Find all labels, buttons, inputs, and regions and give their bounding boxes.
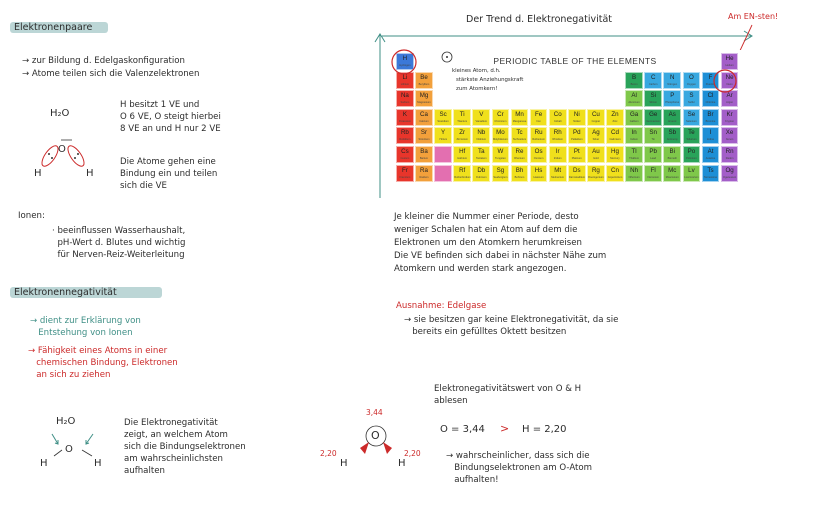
element-name: Sodium [400, 101, 410, 105]
element-name: Vanadium [475, 119, 488, 123]
element-symbol: Os [534, 148, 543, 155]
element-name: Tennessine [703, 175, 718, 179]
element-name: Nickel [573, 119, 581, 123]
element-symbol: H [402, 55, 408, 62]
element-symbol: S [689, 92, 694, 100]
element-sn [644, 127, 662, 144]
element-symbol: Rg [591, 166, 600, 174]
element-rn [721, 146, 739, 163]
element-og [721, 165, 739, 182]
element-symbol: Rb [400, 129, 409, 137]
element-name: Bromine [705, 119, 716, 123]
mol-hydrogen-left: H [340, 458, 348, 469]
element-symbol: Cu [591, 110, 600, 118]
element-name: Lithium [400, 82, 410, 86]
element-symbol: Tl [631, 148, 637, 155]
element-symbol: N [670, 73, 675, 81]
element-fr [396, 165, 414, 182]
element-name: Tungsten [495, 157, 506, 160]
element-name: Yttrium [438, 138, 448, 142]
element-pb [644, 146, 662, 163]
heading-elektronennegativitaet: Elektronennegativität [14, 287, 117, 298]
explain3-line1: Die Elektronegativität [124, 418, 218, 428]
element-symbol: Sc [439, 110, 447, 118]
element-name: Calcium [419, 119, 429, 123]
element-symbol: Mc [668, 166, 677, 174]
element-symbol: Ds [573, 166, 581, 174]
element-name: Roentgenium [588, 175, 604, 179]
element-name: Lead [650, 157, 657, 160]
heading-elektronenpaare: Elektronenpaare [14, 22, 93, 33]
element-y [434, 127, 452, 144]
element-name: Platinum [571, 157, 582, 160]
element-symbol: Cs [401, 148, 409, 155]
ionen-point3: für Nerven-Reiz-Weiterleitung [52, 250, 185, 260]
element-symbol: Sg [496, 166, 505, 174]
element-symbol: Lv [688, 166, 695, 174]
para1-line1: Je kleiner die Nummer einer Periode, desto [394, 212, 579, 222]
para1-line5: Atomkern und werden stark angezogen. [394, 264, 567, 274]
element-name: Antimony [666, 138, 678, 142]
ionen-point2: pH-Wert d. Blutes und wichtig [52, 238, 186, 248]
element-name: Scandium [437, 119, 449, 123]
element-name: Zinc [612, 119, 618, 123]
explain3-line4: am wahrscheinlichsten [124, 454, 223, 464]
element-name: Krypton [725, 119, 735, 123]
element-symbol: Hs [534, 166, 543, 174]
element-name: Indium [630, 138, 638, 142]
element-name: Tellurium [686, 138, 697, 142]
explain3-line2: zeigt, an welchem Atom [124, 430, 228, 440]
element-symbol: Db [477, 166, 486, 174]
element-symbol: At [707, 148, 714, 155]
element-symbol: Zr [459, 129, 466, 137]
element-name: Fluorine [705, 82, 716, 86]
point-valenz: → Atome teilen sich die Valenzelektronen [22, 69, 200, 79]
element-symbol: Si [650, 92, 656, 100]
h2o-oxygen: O [58, 144, 66, 155]
element-re [511, 146, 529, 163]
element-name: Strontium [418, 138, 430, 142]
element-symbol: Ag [592, 129, 600, 137]
element-ra [415, 165, 433, 182]
element-cs [396, 146, 414, 163]
element-symbol: Bi [669, 148, 676, 155]
element-cn [606, 165, 624, 182]
ablesen-line1: Elektronegativitätswert von O & H [434, 384, 582, 394]
element-symbol: Ir [555, 148, 560, 155]
explain3-line3: sich die Bindungselektronen [124, 442, 246, 452]
element-name: Germanium [646, 119, 660, 123]
element-name: Zirconium [456, 138, 468, 142]
element-placeholder-74 [434, 165, 452, 182]
element-name: Barium [419, 157, 429, 160]
element-name: Nitrogen [667, 82, 678, 86]
element-symbol: B [632, 73, 637, 81]
ausnahme-detail1: → sie besitzen gar keine Elektronegativität, da sie [404, 315, 619, 325]
element-name: Boron [630, 82, 638, 86]
element-name: Flerovium [647, 175, 659, 179]
atom-note-line1: kleines Atom, d.h. [452, 68, 501, 74]
element-name: Niobium [476, 138, 487, 142]
h2o2-hydrogen-left: H [40, 458, 48, 469]
element-symbol: Kr [726, 110, 733, 118]
h2o2-oxygen: O [65, 444, 73, 455]
element-symbol: W [497, 148, 504, 155]
mol-h-right-value: 2,20 [404, 449, 421, 458]
element-symbol: Bh [515, 166, 524, 174]
element-symbol: Te [688, 129, 695, 137]
element-symbol: Au [592, 148, 600, 155]
element-name: Molybdenum [492, 138, 508, 142]
element-nh [625, 165, 643, 182]
element-name: Mercury [610, 157, 620, 160]
element-name: Gallium [629, 119, 639, 123]
element-sr [415, 127, 433, 144]
element-name: Phosphorus [665, 101, 680, 105]
element-name: Nihonium [628, 175, 640, 179]
element-au [587, 146, 605, 163]
element-ru [530, 127, 548, 144]
conclusion-line1: → wahrscheinlicher, dass sich die [446, 451, 590, 461]
element-name: Technetium [512, 138, 527, 142]
element-name: Palladium [571, 138, 583, 142]
element-symbol: Fl [650, 166, 656, 174]
teal-point1: → dient zur Erklärung von [30, 316, 141, 326]
h2o-hydrogen-left: H [34, 168, 42, 179]
element-name: Rhenium [514, 157, 525, 160]
element-hs [530, 165, 548, 182]
element-symbol: As [668, 110, 676, 118]
element-symbol: Pb [649, 148, 657, 155]
conclusion-line2: Bindungselektronen am O-Atom [446, 463, 593, 473]
element-i [702, 127, 720, 144]
element-xe [721, 127, 739, 144]
element-name: Astatine [705, 157, 716, 160]
element-tl [625, 146, 643, 163]
element-mc [663, 165, 681, 182]
element-symbol: Li [402, 73, 408, 81]
mol-h-left-value: 2,20 [320, 449, 337, 458]
element-hf [453, 146, 471, 163]
element-name: Meitnerium [551, 175, 565, 179]
element-symbol: Re [515, 148, 524, 155]
element-symbol: Mt [554, 166, 562, 174]
element-name: Oxygen [686, 82, 696, 86]
element-db [472, 165, 490, 182]
element-symbol: Ca [420, 110, 428, 118]
element-name: Carbon [648, 82, 658, 86]
element-ds [568, 165, 586, 182]
h2o-hydrogen-right: H [86, 168, 94, 179]
explain3-line5: aufhalten [124, 466, 165, 476]
element-name: Seaborgium [493, 175, 508, 179]
mol-o-value: 3,44 [366, 408, 383, 417]
ausnahme-detail2: bereits ein gefülltes Oktett besitzen [404, 327, 567, 337]
element-symbol: P [670, 92, 675, 100]
element-symbol: Ta [478, 148, 485, 155]
element-symbol: Og [725, 166, 734, 174]
element-ta [472, 146, 490, 163]
element-symbol: Cn [611, 166, 619, 174]
element-name: Cobalt [553, 119, 562, 123]
element-zr [453, 127, 471, 144]
element-name: Titanium [457, 119, 468, 123]
element-name: Manganese [512, 119, 527, 123]
element-symbol: Nb [477, 129, 486, 137]
element-placeholder-56 [434, 146, 452, 163]
element-pd [568, 127, 586, 144]
element-symbol: O [688, 73, 694, 81]
element-fl [644, 165, 662, 182]
element-symbol: Se [687, 110, 696, 118]
explain1-line2: O 6 VE, O steigt hierbei [120, 112, 221, 122]
element-name: Helium [725, 64, 734, 67]
element-name: Francium [399, 175, 411, 179]
element-ba [415, 146, 433, 163]
element-cd [606, 127, 624, 144]
conclusion-line3: aufhalten! [446, 475, 499, 485]
element-name: Potassium [398, 119, 411, 123]
element-po [683, 146, 701, 163]
para1-line3: Elektronen um den Atomkern herumkreisen [394, 238, 582, 248]
element-mo [492, 127, 510, 144]
teal-point2: Entstehung von Ionen [30, 328, 133, 338]
element-name: Livermorium [684, 175, 699, 179]
element-name: Gold [593, 157, 599, 160]
element-name: Neon [726, 82, 733, 86]
red-point3: an sich zu ziehen [28, 370, 111, 380]
element-symbol: F [708, 73, 713, 81]
element-symbol: C [650, 73, 656, 81]
element-te [683, 127, 701, 144]
element-symbol: Cl [707, 92, 714, 100]
element-symbol: Po [687, 148, 696, 155]
ionen-heading: Ionen: [18, 211, 45, 221]
element-symbol: Cr [497, 110, 504, 118]
ausnahme-heading: Ausnahme: Edelgase [396, 301, 487, 311]
element-in [625, 127, 643, 144]
element-symbol: Sn [649, 129, 657, 137]
element-symbol: K [402, 110, 407, 118]
element-symbol: Hf [459, 148, 466, 155]
element-symbol: Tc [516, 129, 523, 137]
ionen-point1: · beeinflussen Wasserhaushalt, [52, 226, 186, 236]
element-nb [472, 127, 490, 144]
element-name: Oganesson [722, 175, 737, 179]
element-name: Rubidium [399, 138, 411, 142]
element-symbol: Rf [459, 166, 466, 174]
h2o-bond-diagram [28, 130, 98, 174]
element-symbol: He [725, 55, 734, 62]
red-point2: chemischen Bindung, Elektronen [28, 358, 178, 368]
element-circles [390, 48, 760, 118]
element-name: Xenon [725, 138, 734, 142]
element-name: Rhodium [552, 138, 563, 142]
o-en-value: O = 3,44 [440, 424, 485, 435]
element-name: Hydrogen [399, 64, 411, 67]
element-name: Bohrium [514, 175, 525, 179]
element-symbol: Y [441, 129, 446, 137]
element-ts [702, 165, 720, 182]
element-name: Argon [726, 101, 734, 105]
element-name: Copernicium [607, 175, 623, 179]
element-at [702, 146, 720, 163]
element-name: Thallium [629, 157, 639, 160]
element-symbol: Zn [611, 110, 619, 118]
explain2-line3: sich die VE [120, 181, 167, 191]
element-name: Tin [651, 138, 655, 142]
periodic-table-title: PERIODIC TABLE OF THE ELEMENTS [493, 56, 657, 66]
am-en-sten-note: Am EN-sten! [728, 12, 779, 21]
element-name: Polonium [685, 157, 697, 160]
element-symbol: Be [420, 73, 428, 81]
element-sg [492, 165, 510, 182]
element-name: Silver [592, 138, 600, 142]
element-symbol: Nh [630, 166, 639, 174]
h2o2-arrows [38, 426, 108, 466]
element-symbol: Fr [401, 166, 408, 174]
atom-note-line3: zum Atomkern! [456, 86, 498, 92]
element-symbol: Ar [726, 92, 733, 100]
h2o-label: H₂O [50, 108, 70, 119]
element-name: Selenium [685, 119, 697, 123]
element-lv [683, 165, 701, 182]
element-name: Sulfur [688, 101, 695, 105]
para1-line2: weniger Schalen hat ein Atom auf dem die [394, 225, 578, 235]
element-symbol: Xe [725, 129, 734, 137]
element-name: Iridium [553, 157, 562, 160]
para1-line4: Die VE befinden sich dabei in nächster Nähe zum [394, 251, 607, 261]
h2o2-hydrogen-right: H [94, 458, 102, 469]
element-name: Copper [591, 119, 601, 123]
element-symbol: Hg [611, 148, 619, 155]
element-name: Bismuth [667, 157, 677, 160]
element-symbol: In [631, 129, 637, 137]
element-name: Aluminum [628, 101, 640, 105]
mol-bond-diagram [340, 418, 412, 464]
element-ir [549, 146, 567, 163]
element-rf [453, 165, 471, 182]
element-bi [663, 146, 681, 163]
element-symbol: Ru [534, 129, 543, 137]
element-name: Radium [419, 175, 429, 179]
element-symbol: Ra [420, 166, 428, 174]
element-symbol: I [709, 129, 712, 137]
element-symbol: Ti [459, 110, 465, 118]
element-mt [549, 165, 567, 182]
element-symbol: Br [707, 110, 714, 118]
element-hg [606, 146, 624, 163]
element-name: Hassium [533, 175, 544, 179]
element-name: Chromium [494, 119, 507, 123]
element-symbol: Cd [611, 129, 619, 137]
element-name: Rutherfordium [454, 175, 471, 179]
element-symbol: Ba [420, 148, 428, 155]
mol-hydrogen-right: H [398, 458, 406, 469]
element-name: Chlorine [705, 101, 716, 105]
element-name: Magnesium [417, 101, 431, 105]
element-symbol: Fe [534, 110, 543, 118]
element-symbol: Mn [515, 110, 524, 118]
greater-than: > [500, 422, 510, 435]
ablesen-line2: ablesen [434, 396, 468, 406]
red-point1: → Fähigkeit eines Atoms in einer [28, 346, 168, 356]
element-name: Cadmium [609, 138, 621, 142]
element-symbol: Rh [553, 129, 562, 137]
h-en-value: H = 2,20 [522, 424, 567, 435]
element-symbol: Pd [573, 129, 581, 137]
element-name: Osmium [533, 157, 544, 160]
element-symbol: Sb [668, 129, 677, 137]
explain1-line3: 8 VE an und H nur 2 VE [120, 124, 221, 134]
element-symbol: Sr [420, 129, 428, 137]
element-name: Iron [536, 119, 541, 123]
element-rg [587, 165, 605, 182]
element-symbol: Mg [419, 92, 429, 100]
h2o2-label: H₂O [56, 416, 76, 427]
element-sb [663, 127, 681, 144]
element-symbol: Ni [573, 110, 580, 118]
element-rh [549, 127, 567, 144]
element-tc [511, 127, 529, 144]
element-name: Iodine [706, 138, 715, 142]
element-symbol: Co [553, 110, 562, 118]
element-w [492, 146, 510, 163]
element-name: Silicon [649, 101, 658, 105]
element-name: Ruthenium [532, 138, 545, 142]
element-symbol: Ge [649, 110, 658, 118]
element-name: Beryllium [418, 82, 430, 86]
element-name: Cesium [400, 157, 410, 160]
element-name: Dubnium [476, 175, 487, 179]
element-symbol: Ts [707, 166, 714, 174]
element-pt [568, 146, 586, 163]
element-name: Arsenic [667, 119, 677, 123]
explain1-line1: H besitzt 1 VE und [120, 100, 200, 110]
element-ag [587, 127, 605, 144]
element-name: Darmstadtium [568, 175, 586, 179]
explain2-line2: Bindung ein und teilen [120, 169, 218, 179]
element-bh [511, 165, 529, 182]
element-symbol: Pt [573, 148, 580, 155]
atom-note-line2: stärkste Anziehungskraft [456, 77, 524, 83]
element-name: Tantalum [476, 157, 487, 160]
element-symbol: Ga [629, 110, 639, 118]
element-name: Hafnium [457, 157, 468, 160]
mol-oxygen: O [371, 429, 380, 442]
element-os [530, 146, 548, 163]
element-rb [396, 127, 414, 144]
element-name: Radon [725, 157, 734, 160]
point-edelgas: → zur Bildung d. Edelgaskonfiguration [22, 56, 185, 66]
element-symbol: Al [631, 92, 637, 100]
element-symbol: V [479, 110, 484, 118]
element-symbol: Ne [725, 73, 734, 81]
element-symbol: Rn [725, 148, 734, 155]
element-symbol: Mo [496, 129, 505, 137]
explain2-line1: Die Atome gehen eine [120, 157, 216, 167]
element-symbol: Na [400, 92, 409, 100]
element-name: Moscovium [665, 175, 679, 179]
trend-title: Der Trend d. Elektronegativität [466, 14, 613, 25]
